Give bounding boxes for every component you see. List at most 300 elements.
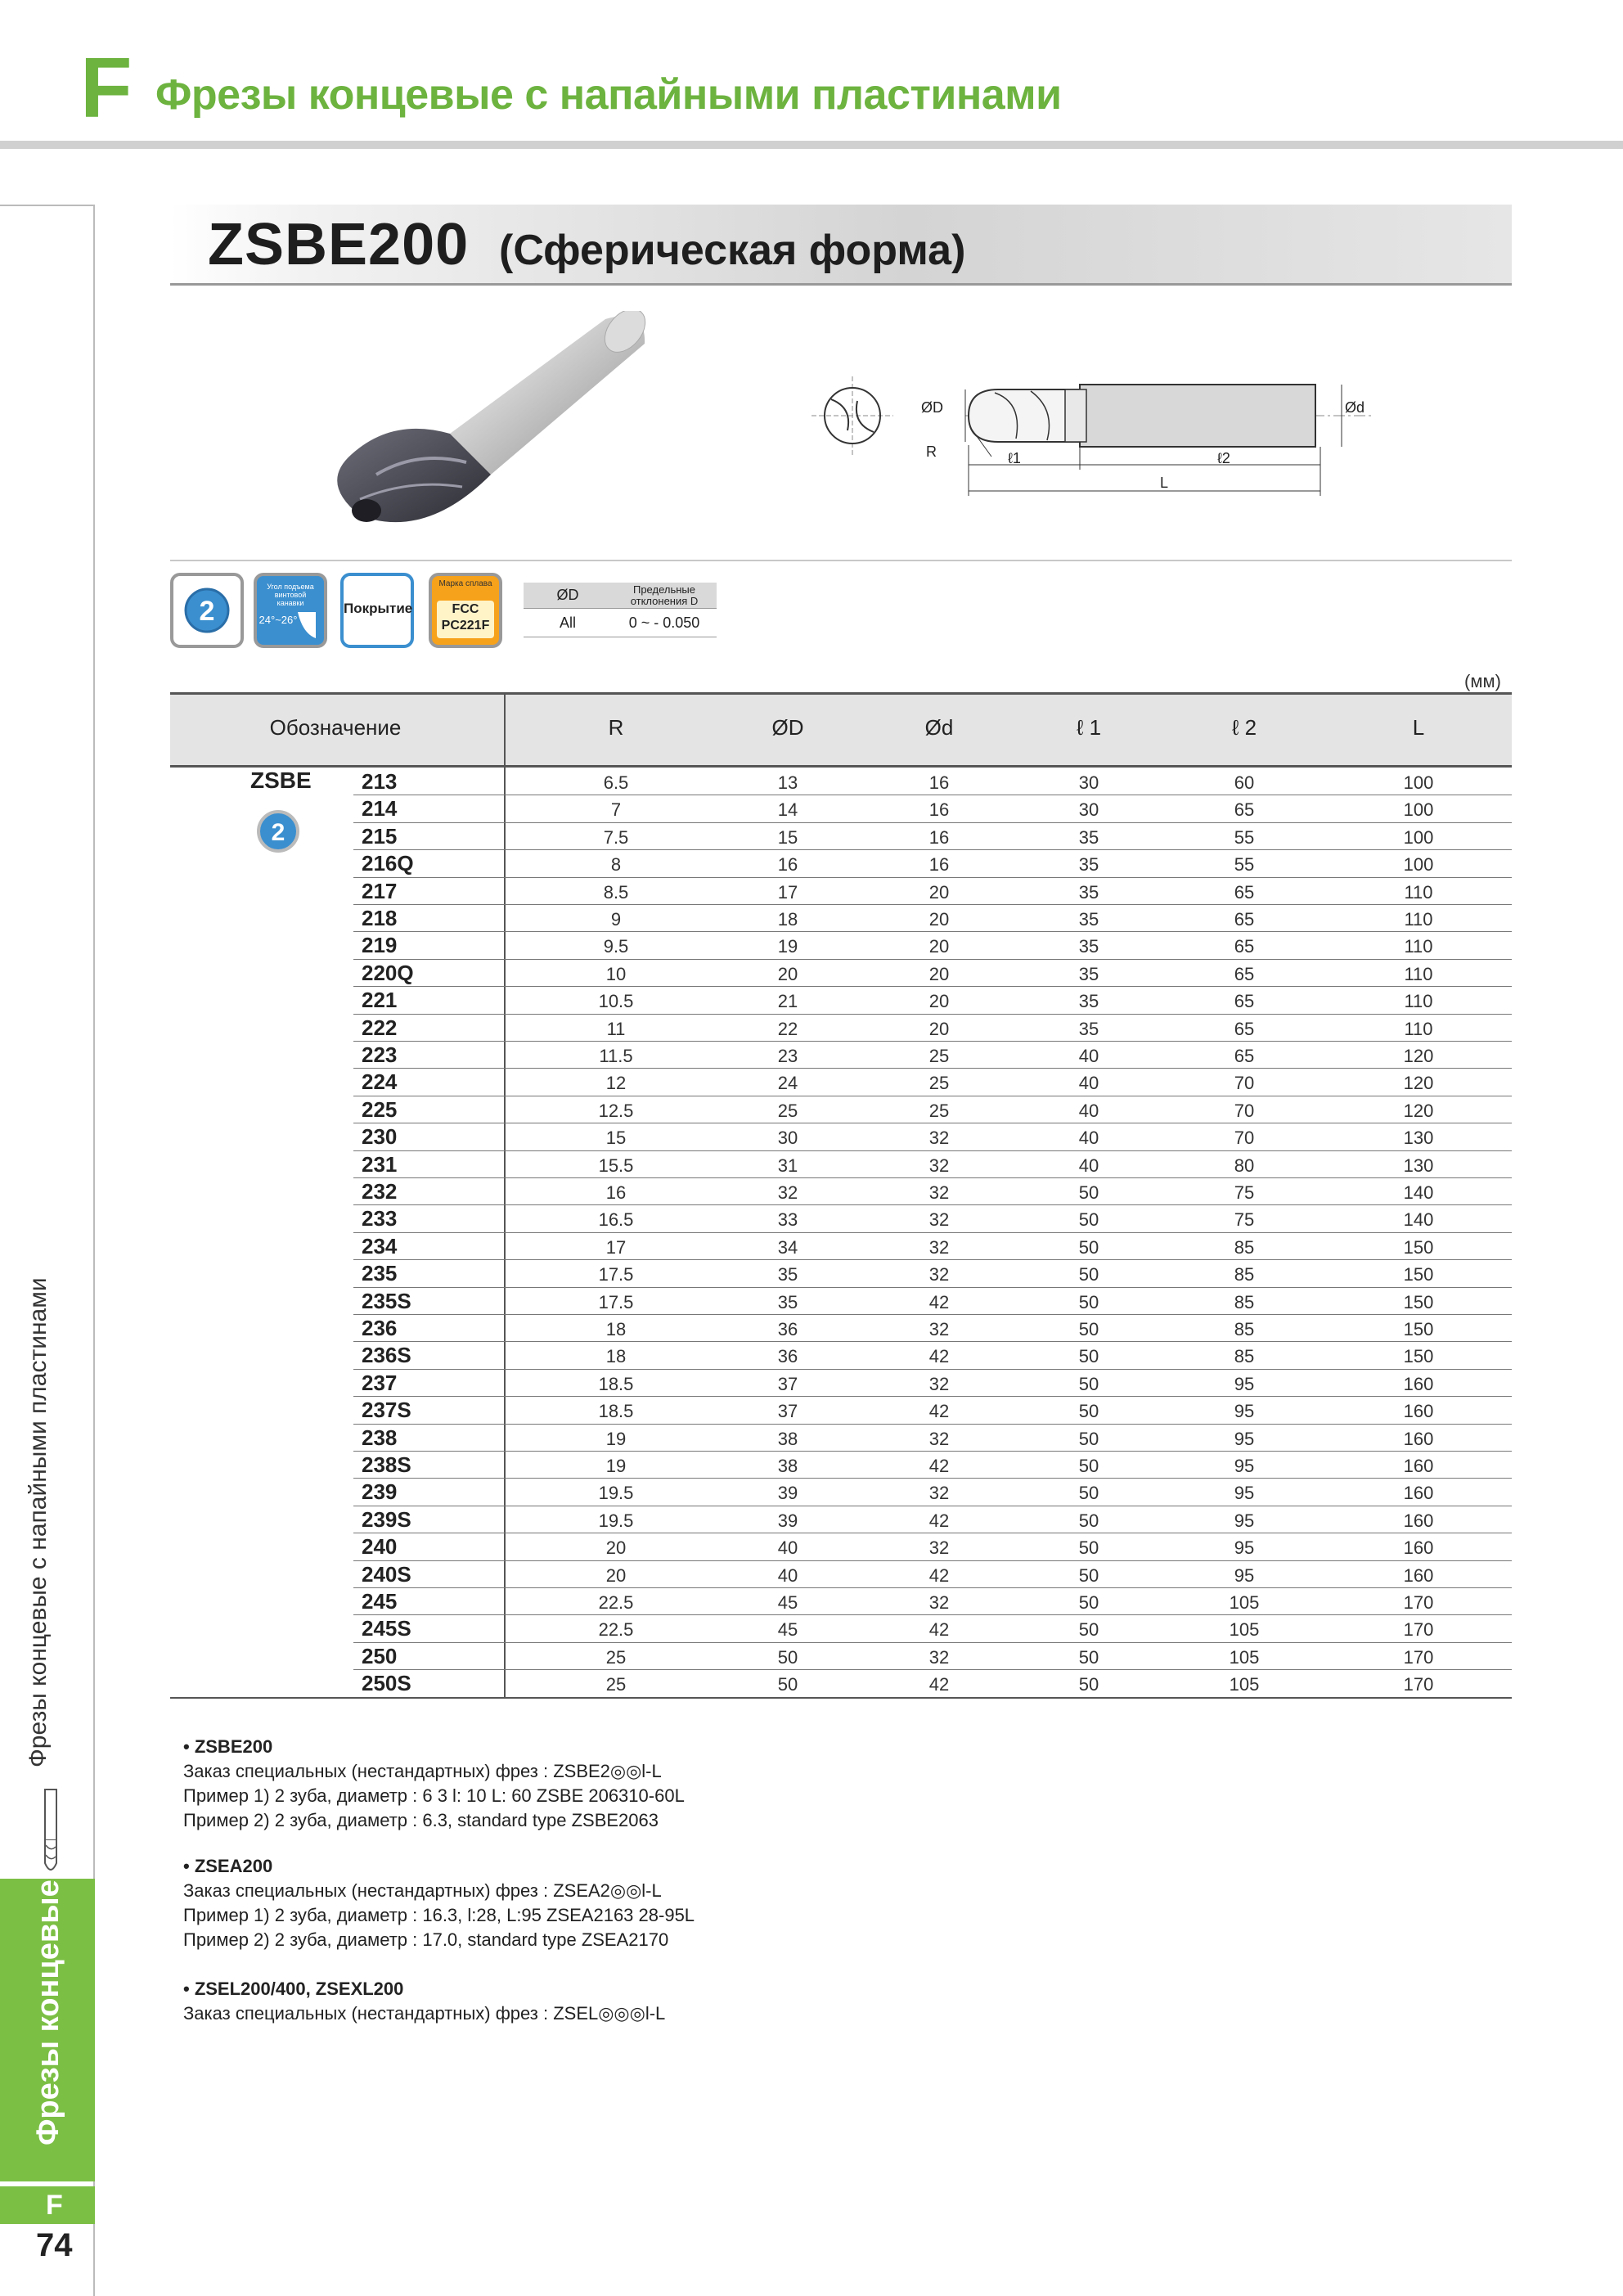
cell-R: 10.5 <box>598 991 634 1012</box>
cell-l2: 65 <box>1234 909 1255 930</box>
cell-d: 16 <box>928 799 950 821</box>
cell-L: 110 <box>1404 963 1433 984</box>
cell-R: 22.5 <box>598 1619 634 1641</box>
end-view-icon <box>812 376 893 455</box>
cell-D: 50 <box>777 1646 798 1668</box>
table-row <box>353 1369 1512 1397</box>
model-name: ZSBE200 <box>208 212 470 277</box>
cell-R: 9 <box>610 909 622 930</box>
cell-d: 42 <box>928 1619 950 1641</box>
cell-R: 19.5 <box>598 1483 634 1504</box>
cell-R: 17.5 <box>598 1291 634 1312</box>
cell-l2: 95 <box>1234 1510 1255 1531</box>
cell-l1: 50 <box>1078 1264 1099 1285</box>
cell-l2: 95 <box>1234 1373 1255 1394</box>
tol-value-limits: 0 ~ - 0.050 <box>612 609 717 637</box>
note-line: Пример 1) 2 зуба, диаметр : 6 3 l: 10 L: 60 ZSBE 206310-60L <box>183 1785 685 1806</box>
row-designation: 222 <box>362 1015 398 1040</box>
cell-l1: 50 <box>1078 1456 1099 1476</box>
note-heading: • ZSBE200 <box>183 1736 273 1757</box>
cell-l2: 105 <box>1229 1674 1260 1695</box>
cell-l1: 40 <box>1078 1073 1099 1094</box>
cell-L: 150 <box>1403 1291 1434 1312</box>
cell-R: 11 <box>606 1018 626 1039</box>
dim-d-label: Ød <box>1345 399 1365 416</box>
col-header-R: R <box>608 715 624 740</box>
cell-l1: 35 <box>1078 826 1099 848</box>
cell-l1: 30 <box>1078 799 1099 821</box>
cell-R: 25 <box>605 1674 627 1695</box>
row-designation: 218 <box>362 906 398 930</box>
table-row <box>353 1123 1512 1150</box>
cell-D: 45 <box>777 1619 798 1641</box>
tolerance-table <box>524 583 717 637</box>
cell-l1: 35 <box>1078 909 1099 930</box>
cell-R: 25 <box>605 1646 627 1668</box>
model-subtitle: (Сферическая форма) <box>499 227 966 274</box>
svg-text:2: 2 <box>199 596 215 627</box>
cell-d: 20 <box>928 963 950 984</box>
cell-l2: 55 <box>1234 854 1255 876</box>
cell-D: 19 <box>777 936 798 957</box>
cell-d: 32 <box>928 1319 950 1339</box>
cell-l2: 80 <box>1234 1155 1255 1176</box>
cell-D: 35 <box>777 1264 798 1285</box>
table-row <box>353 1096 1512 1123</box>
cell-R: 15.5 <box>598 1155 634 1176</box>
cell-R: 7 <box>610 799 622 821</box>
cell-l1: 35 <box>1078 936 1099 957</box>
row-designation: 215 <box>362 823 398 849</box>
note-heading: • ZSEA200 <box>183 1856 273 1876</box>
row-designation: 245 <box>362 1589 398 1614</box>
row-designation: 250 <box>362 1643 398 1668</box>
col-header-designation: Обозначение <box>269 715 402 740</box>
cell-L: 100 <box>1403 799 1434 821</box>
cell-D: 31 <box>777 1155 798 1176</box>
cell-d: 42 <box>928 1510 950 1531</box>
grade-line2: PC221F <box>441 619 490 633</box>
end-mill-photo <box>286 311 663 540</box>
cell-D: 40 <box>777 1537 798 1559</box>
cell-L: 150 <box>1403 1346 1434 1367</box>
cell-L: 110 <box>1404 991 1433 1012</box>
cell-R: 10 <box>605 963 627 984</box>
row-designation: 220Q <box>362 960 414 985</box>
cell-L: 150 <box>1403 1264 1434 1285</box>
side-vertical-title: Фрезы концевые с напайными пластинами <box>25 1277 52 1767</box>
cell-R: 20 <box>605 1564 627 1586</box>
cell-D: 35 <box>777 1291 798 1312</box>
row-designation: 224 <box>362 1069 398 1095</box>
cell-d: 32 <box>928 1182 950 1203</box>
cell-d: 20 <box>928 909 950 930</box>
cell-L: 160 <box>1403 1401 1434 1422</box>
tol-value-D: All <box>524 609 612 637</box>
note-heading: • ZSEL200/400, ZSEXL200 <box>183 1979 404 1999</box>
row-designation: 217 <box>362 878 398 903</box>
end-mill-icon <box>36 1788 65 1878</box>
cell-D: 40 <box>777 1564 798 1586</box>
cell-l1: 50 <box>1078 1619 1099 1641</box>
cell-R: 18 <box>605 1319 627 1339</box>
table-row <box>353 877 1512 905</box>
cell-R: 20 <box>605 1537 627 1559</box>
cell-l2: 55 <box>1234 826 1255 848</box>
cell-l2: 65 <box>1234 963 1255 984</box>
cell-L: 100 <box>1403 826 1434 848</box>
tol-header-limits: Предельные отклонения D <box>612 583 717 609</box>
table-row <box>353 1177 1512 1205</box>
technical-drawing <box>802 360 1391 507</box>
cell-d: 42 <box>928 1564 950 1586</box>
side-top-line <box>0 205 95 206</box>
cell-l2: 105 <box>1229 1592 1260 1613</box>
cell-d: 42 <box>928 1401 950 1422</box>
cell-R: 17.5 <box>598 1264 634 1285</box>
table-row <box>353 986 1512 1014</box>
cell-l2: 70 <box>1234 1100 1255 1121</box>
table-row <box>353 959 1512 987</box>
cell-D: 38 <box>777 1428 798 1449</box>
cell-l1: 50 <box>1078 1319 1099 1339</box>
cell-l1: 40 <box>1078 1100 1099 1121</box>
cell-L: 140 <box>1403 1209 1434 1231</box>
cell-l2: 75 <box>1234 1209 1255 1231</box>
cell-D: 34 <box>777 1236 798 1258</box>
cell-D: 38 <box>777 1456 798 1476</box>
coating-label: Покрытие <box>344 601 413 616</box>
table-row <box>353 795 1512 822</box>
cell-D: 37 <box>777 1373 798 1394</box>
page-title: Фрезы концевые с напайными пластинами <box>155 71 1062 119</box>
helix-angle-badge <box>254 573 327 648</box>
cell-d: 32 <box>928 1373 950 1394</box>
cell-l2: 85 <box>1234 1236 1255 1258</box>
cell-d: 25 <box>928 1100 950 1121</box>
cell-l2: 85 <box>1234 1346 1255 1367</box>
dim-L-label: L <box>1160 475 1169 491</box>
cell-L: 160 <box>1403 1537 1434 1559</box>
helix-angle-icon <box>257 576 324 645</box>
row-designation: 233 <box>362 1206 398 1231</box>
cell-l2: 65 <box>1234 881 1255 903</box>
cell-L: 160 <box>1403 1456 1434 1476</box>
cell-l2: 105 <box>1229 1646 1260 1668</box>
table-row <box>353 1041 1512 1069</box>
col-header-l2: ℓ 2 <box>1231 715 1257 740</box>
row-designation: 236 <box>362 1316 398 1340</box>
svg-text:винтовой: винтовой <box>274 591 307 599</box>
table-row <box>353 931 1512 959</box>
table-row <box>353 1341 1512 1369</box>
cell-D: 22 <box>777 1018 798 1039</box>
cell-R: 18.5 <box>598 1401 634 1422</box>
cell-R: 7.5 <box>603 826 629 848</box>
cell-D: 18 <box>777 909 798 930</box>
cell-d: 20 <box>928 936 950 957</box>
svg-text:канавки: канавки <box>276 599 304 607</box>
row-designation: 235 <box>362 1261 398 1286</box>
note-line: Пример 1) 2 зуба, диаметр : 16.3, l:28, L:95 ZSEA2163 28-95L <box>183 1905 695 1925</box>
cell-R: 16.5 <box>598 1209 634 1231</box>
table-row <box>353 1204 1512 1232</box>
cell-D: 14 <box>777 799 798 821</box>
cell-l2: 85 <box>1234 1319 1255 1339</box>
cell-l1: 50 <box>1078 1674 1099 1695</box>
table-row <box>353 1150 1512 1178</box>
cell-R: 16 <box>605 1182 627 1203</box>
cell-D: 36 <box>777 1346 798 1367</box>
grade-title: Марка сплава <box>438 579 492 588</box>
cell-d: 32 <box>928 1155 950 1176</box>
cell-l2: 95 <box>1234 1456 1255 1476</box>
cell-l2: 95 <box>1234 1428 1255 1449</box>
cell-l1: 40 <box>1078 1046 1099 1066</box>
tol-header-D: ØD <box>524 583 612 609</box>
cell-D: 33 <box>777 1209 798 1231</box>
cell-D: 24 <box>777 1073 798 1094</box>
flutes-badge <box>170 573 244 648</box>
cell-d: 32 <box>928 1483 950 1504</box>
cell-R: 12.5 <box>598 1100 634 1121</box>
table-row <box>353 849 1512 877</box>
cell-l2: 95 <box>1234 1483 1255 1504</box>
cell-L: 110 <box>1404 936 1433 957</box>
cell-L: 110 <box>1404 881 1433 903</box>
row-designation: 239 <box>362 1479 398 1505</box>
cell-l1: 50 <box>1078 1291 1099 1312</box>
row-designation: 240S <box>362 1561 411 1587</box>
grade-line1: FCC <box>452 602 479 616</box>
row-designation: 231 <box>362 1151 398 1177</box>
cell-l2: 85 <box>1234 1291 1255 1312</box>
table-row <box>353 1560 1512 1588</box>
row-designation: 236S <box>362 1343 411 1368</box>
cell-D: 23 <box>777 1046 798 1066</box>
cell-l1: 35 <box>1078 1018 1099 1039</box>
col-header-d: Ød <box>924 715 954 740</box>
cell-l1: 35 <box>1078 963 1099 984</box>
cell-R: 22.5 <box>598 1592 634 1613</box>
table-row <box>353 1259 1512 1287</box>
row-designation: 232 <box>362 1179 398 1204</box>
cell-d: 42 <box>928 1674 950 1695</box>
table-row <box>353 1587 1512 1615</box>
cell-l2: 70 <box>1234 1128 1255 1149</box>
cell-l1: 50 <box>1078 1236 1099 1258</box>
row-designation: 240 <box>362 1534 398 1560</box>
series-label: ZSBE <box>250 768 312 793</box>
cell-l2: 65 <box>1234 1046 1255 1066</box>
row-designation: 238S <box>362 1452 411 1477</box>
cell-L: 110 <box>1404 909 1433 930</box>
cell-D: 50 <box>777 1674 798 1695</box>
cell-d: 42 <box>928 1456 950 1476</box>
cell-l2: 70 <box>1234 1073 1255 1094</box>
cell-l2: 65 <box>1234 991 1255 1012</box>
dim-l2-label: ℓ2 <box>1217 450 1230 466</box>
table-row <box>353 768 1512 795</box>
row-designation: 239S <box>362 1506 411 1532</box>
row-designation: 221 <box>362 988 398 1013</box>
table-row <box>353 1314 1512 1342</box>
note-line: Заказ специальных (нестандартных) фрез : ZSBE2◎◎l-L <box>183 1761 662 1781</box>
row-designation: 219 <box>362 933 398 958</box>
cell-l2: 75 <box>1234 1182 1255 1203</box>
cell-d: 32 <box>928 1209 950 1231</box>
cell-l1: 50 <box>1078 1564 1099 1586</box>
cell-l2: 95 <box>1234 1401 1255 1422</box>
cell-R: 6.5 <box>603 772 629 793</box>
table-row <box>353 1451 1512 1479</box>
table-row <box>353 1424 1512 1452</box>
cell-L: 140 <box>1403 1182 1434 1203</box>
cell-D: 15 <box>777 826 798 848</box>
cell-R: 11.5 <box>599 1046 633 1066</box>
cell-d: 16 <box>928 826 950 848</box>
cell-d: 20 <box>928 991 950 1012</box>
cell-R: 19 <box>605 1456 627 1476</box>
note-line: Пример 2) 2 зуба, диаметр : 6.3, standard type ZSBE2063 <box>183 1810 659 1830</box>
cell-L: 170 <box>1403 1674 1434 1695</box>
cell-R: 18 <box>605 1346 627 1367</box>
cell-D: 30 <box>777 1128 798 1149</box>
page-number: 74 <box>36 2227 73 2263</box>
cell-d: 32 <box>928 1128 950 1149</box>
table-row <box>353 904 1512 932</box>
cell-d: 32 <box>928 1236 950 1258</box>
table-row <box>353 1614 1512 1642</box>
row-designation: 213 <box>362 769 398 794</box>
flutes-icon <box>173 576 241 645</box>
cell-L: 150 <box>1403 1319 1434 1339</box>
cell-l2: 65 <box>1234 799 1255 821</box>
cell-l1: 50 <box>1078 1592 1099 1613</box>
cell-d: 25 <box>928 1073 950 1094</box>
cell-R: 8 <box>610 854 622 876</box>
cell-d: 32 <box>928 1428 950 1449</box>
cell-l2: 85 <box>1234 1264 1255 1285</box>
cell-R: 19.5 <box>598 1510 634 1531</box>
dim-l1-label: ℓ1 <box>1008 450 1021 466</box>
cell-L: 170 <box>1403 1619 1434 1641</box>
cell-d: 32 <box>928 1592 950 1613</box>
row-designation: 216Q <box>362 851 414 876</box>
side-tab-label: Фрезы концевые <box>31 1880 65 2145</box>
row-designation: 237S <box>362 1398 411 1423</box>
cell-L: 110 <box>1404 1018 1433 1039</box>
cell-d: 32 <box>928 1537 950 1559</box>
section-divider <box>170 560 1512 561</box>
cell-l2: 95 <box>1234 1564 1255 1586</box>
cell-D: 17 <box>777 881 798 903</box>
cell-l1: 35 <box>1078 881 1099 903</box>
grade-badge <box>429 573 502 648</box>
cell-R: 18.5 <box>598 1373 634 1394</box>
cell-d: 25 <box>928 1046 950 1066</box>
table-row <box>353 1642 1512 1670</box>
cell-l1: 40 <box>1078 1155 1099 1176</box>
row-designation: 237 <box>362 1370 398 1395</box>
cell-L: 120 <box>1403 1100 1434 1121</box>
cell-L: 120 <box>1403 1046 1434 1066</box>
row-designation: 250S <box>362 1671 411 1696</box>
col-header-D: ØD <box>771 715 804 740</box>
cell-l1: 50 <box>1078 1401 1099 1422</box>
svg-text:Угол подъема: Угол подъема <box>267 583 314 591</box>
cell-l1: 40 <box>1078 1128 1099 1149</box>
cell-l2: 60 <box>1234 772 1255 793</box>
cell-l1: 50 <box>1078 1428 1099 1449</box>
table-row <box>353 1669 1512 1697</box>
cell-L: 160 <box>1403 1483 1434 1504</box>
cell-R: 12 <box>605 1073 627 1094</box>
table-row <box>353 1396 1512 1424</box>
note-line: Заказ специальных (нестандартных) фрез : ZSEL◎◎◎l-L <box>183 2003 666 2024</box>
cell-d: 16 <box>928 854 950 876</box>
cell-L: 130 <box>1403 1155 1434 1176</box>
cell-l2: 105 <box>1229 1619 1260 1641</box>
table-row <box>353 822 1512 850</box>
table-row <box>353 1068 1512 1096</box>
table-row <box>353 1014 1512 1042</box>
col-header-l1: ℓ 1 <box>1076 715 1102 740</box>
cell-R: 17 <box>605 1236 627 1258</box>
cell-D: 39 <box>777 1510 798 1531</box>
cell-L: 100 <box>1403 854 1434 876</box>
cell-L: 160 <box>1403 1564 1434 1586</box>
row-designation: 214 <box>362 796 398 822</box>
cell-l1: 50 <box>1078 1646 1099 1668</box>
cell-l1: 50 <box>1078 1510 1099 1531</box>
cell-L: 170 <box>1403 1646 1434 1668</box>
cell-D: 32 <box>777 1182 798 1203</box>
coating-badge <box>340 573 414 648</box>
side-tab-letter: F <box>46 2190 63 2221</box>
table-row <box>353 1533 1512 1560</box>
cell-R: 15 <box>605 1128 627 1149</box>
cell-D: 21 <box>777 991 798 1012</box>
note-line: Пример 2) 2 зуба, диаметр : 17.0, standard type ZSEA2170 <box>183 1929 669 1950</box>
cell-d: 42 <box>928 1346 950 1367</box>
cell-D: 36 <box>777 1319 798 1339</box>
cell-D: 16 <box>777 854 798 876</box>
cell-D: 45 <box>777 1592 798 1613</box>
row-designation: 245S <box>362 1616 411 1641</box>
cell-L: 160 <box>1403 1373 1434 1394</box>
row-designation: 235S <box>362 1288 411 1313</box>
cell-L: 160 <box>1403 1510 1434 1531</box>
cell-d: 16 <box>928 772 950 793</box>
cell-l2: 95 <box>1234 1537 1255 1559</box>
cell-L: 100 <box>1403 772 1434 793</box>
cell-l2: 65 <box>1234 1018 1255 1039</box>
cell-l1: 50 <box>1078 1483 1099 1504</box>
cell-d: 20 <box>928 1018 950 1039</box>
cell-R: 19 <box>605 1428 627 1449</box>
cell-L: 120 <box>1403 1073 1434 1094</box>
table-row <box>353 1478 1512 1506</box>
dim-R-label: R <box>926 443 937 460</box>
row-designation: 225 <box>362 1096 398 1122</box>
col-header-L: L <box>1412 715 1425 740</box>
row-designation: 234 <box>362 1233 398 1258</box>
cell-L: 160 <box>1403 1428 1434 1449</box>
cell-D: 37 <box>777 1401 798 1422</box>
unit-label: (мм) <box>1464 671 1501 691</box>
cell-R: 9.5 <box>603 936 629 957</box>
